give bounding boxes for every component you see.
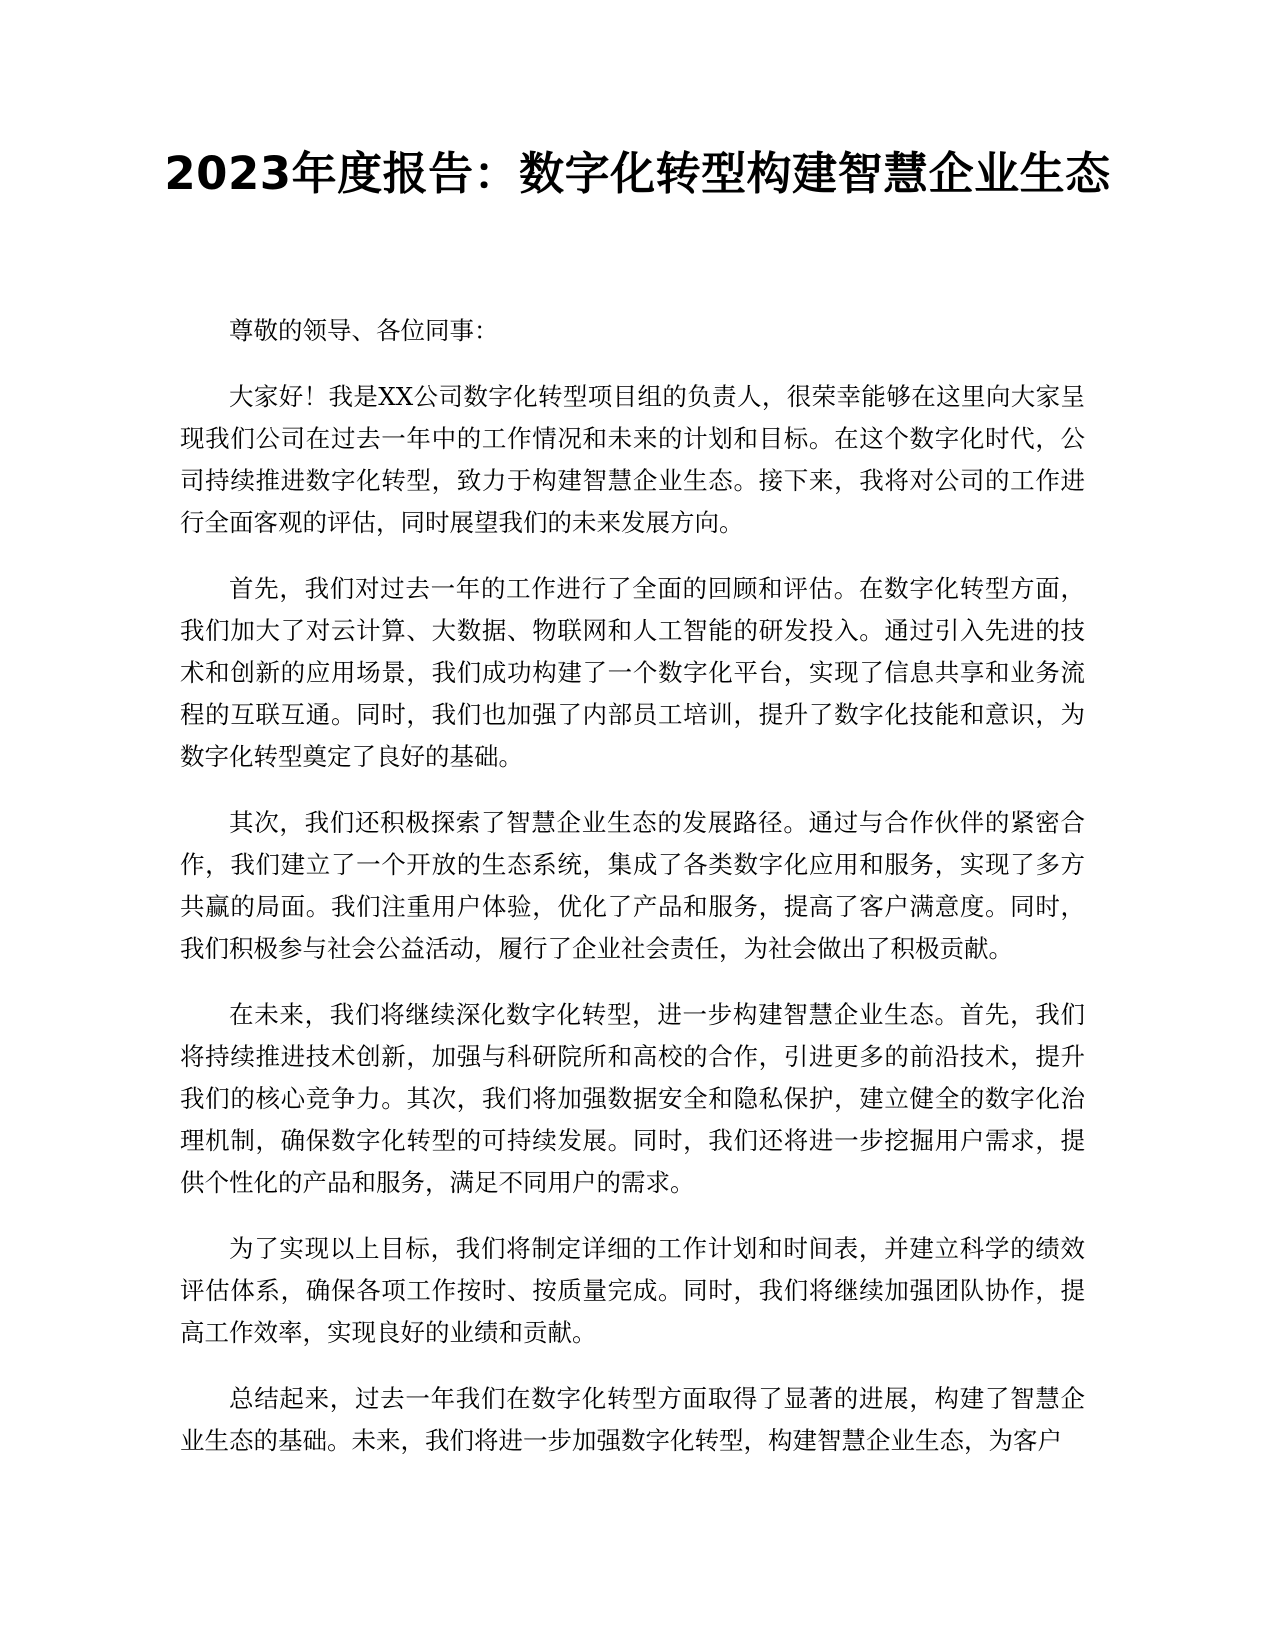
- document-body: [180, 310, 1085, 1486]
- future-plan-paragraph: 在未来，我们将继续深化数字化转型，进一步构建智慧企业生态。首先，我们将持续推进技术创新，加强与科研院所和高校的合作，引进更多的前沿技术，提升我们的核心竞争力。其次，我们将加强数据安全和隐私保护，建立健全的数字化治理机制，确保数字化转型的可持续发展。同时，我们还将进一步挖掘用户需求，提供个性化的产品和服务，满足不同用户的需求。: [180, 1000, 1085, 1197]
- document-title: 2023年度报告：数字化转型构建智慧企业生态: [164, 147, 1111, 200]
- implementation-paragraph: 为了实现以上目标，我们将制定详细的工作计划和时间表，并建立科学的绩效评估体系，确保各项工作按时、按质量完成。同时，我们将继续加强团队协作，提高工作效率，实现良好的业绩和贡献。: [180, 1234, 1085, 1347]
- review-paragraph: 首先，我们对过去一年的工作进行了全面的回顾和评估。在数字化转型方面，我们加大了对云计算、大数据、物联网和人工智能的研发投入。通过引入先进的技术和创新的应用场景，我们成功构建了一个数字化平台，实现了信息共享和业务流程的互联互通。同时，我们也加强了内部员工培训，提升了数字化技能和意识，为数字化转型奠定了良好的基础。: [180, 574, 1085, 771]
- salutation-paragraph: 尊敬的领导、各位同事：: [229, 316, 499, 345]
- ecosystem-paragraph: 其次，我们还积极探索了智慧企业生态的发展路径。通过与合作伙伴的紧密合作，我们建立了一个开放的生态系统，集成了各类数字化应用和服务，实现了多方共赢的局面。我们注重用户体验，优化了产品和服务，提高了客户满意度。同时，我们积极参与社会公益活动，履行了企业社会责任，为社会做出了积极贡献。: [180, 808, 1085, 963]
- summary-paragraph: 总结起来，过去一年我们在数字化转型方面取得了显著的进展，构建了智慧企业生态的基础。未来，我们将进一步加强数字化转型，构建智慧企业生态，为客户: [180, 1384, 1085, 1455]
- intro-paragraph: 大家好！我是XX公司数字化转型项目组的负责人，很荣幸能够在这里向大家呈现我们公司在过去一年中的工作情况和未来的计划和目标。在这个数字化时代，公司持续推进数字化转型，致力于构建智慧企业生态。接下来，我将对公司的工作进行全面客观的评估，同时展望我们的未来发展方向。: [180, 382, 1085, 537]
